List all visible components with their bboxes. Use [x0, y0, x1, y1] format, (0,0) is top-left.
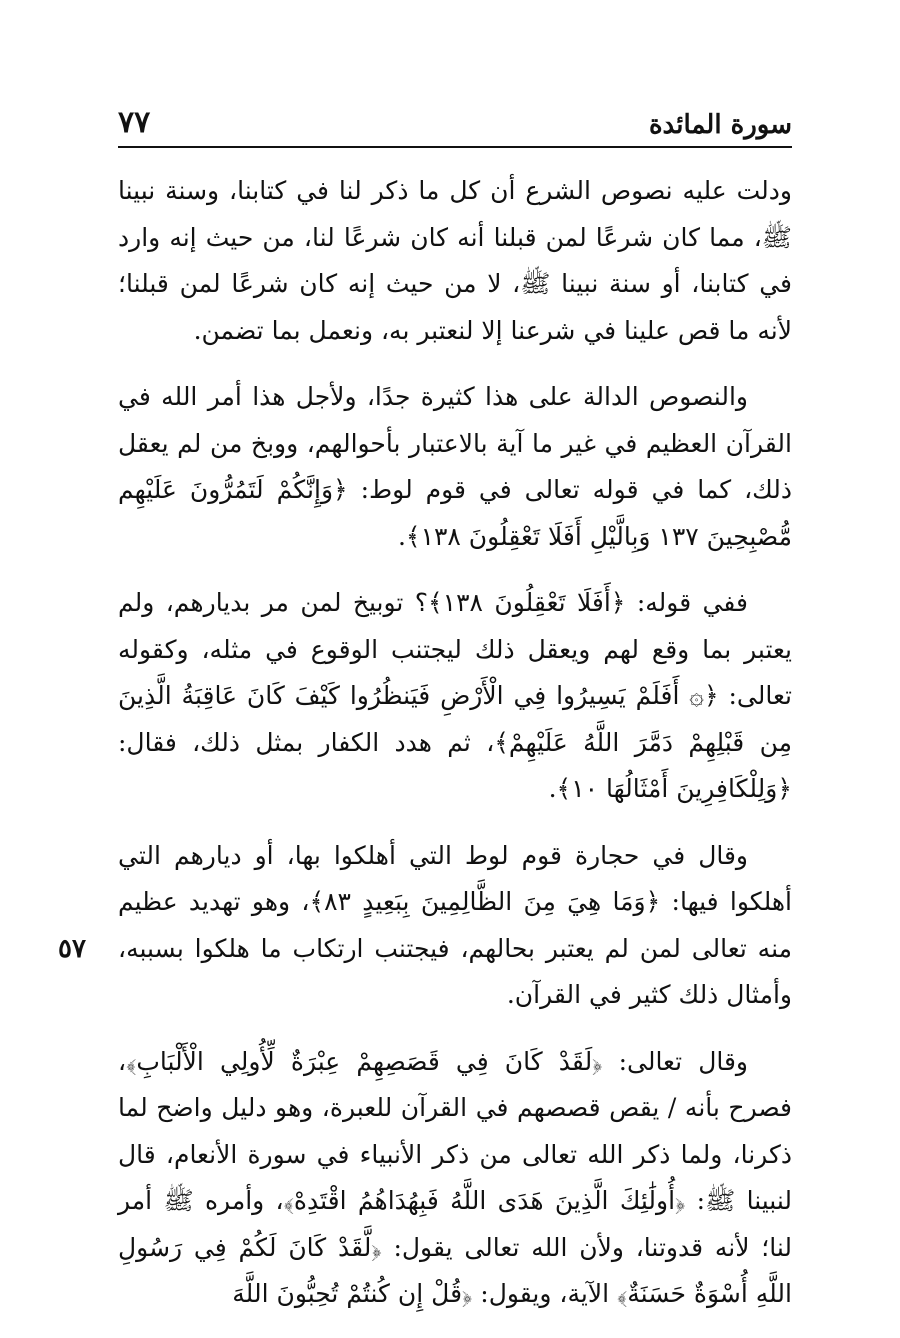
margin-page-reference: ٥٧	[58, 934, 86, 964]
paragraph-2: والنصوص الدالة على هذا كثيرة جدًا، ولأجل هذا أمر الله في القرآن العظيم في غير ما آية بالاعتبار بأحوالهم، ووبخ من لم يعقل ذلك، كما في قوله تعالى في قوم لوط: ﴿وَإِنَّكُمْ لَتَمُرُّونَ عَلَيْهِم مُّصْبِحِينَ ١٣٧ وَبِالَّيْلِ أَفَلَا تَعْقِلُونَ ١٣٨﴾.	[118, 382, 792, 551]
paragraph-5: وقال تعالى: ﴿لَقَدْ كَانَ فِي قَصَصِهِمْ عِبْرَةٌ لِّأُولِي الْأَلْبَابِ﴾، فصرح بأنه / يقص قصصهم في القرآن للعبرة، وهو دليل واضح لما ذكرنا، ولما ذكر الله تعالى من ذكر الأنبياء في سورة الأنعام، قال لنبينا ﷺ: ﴿أُولَٰئِكَ الَّذِينَ هَدَى اللَّهُ فَبِهُدَاهُمُ اقْتَدِهْ﴾، وأمره ﷺ أمر لنا؛ لأنه قدوتنا، ولأن الله تعالى يقول: ﴿لَّقَدْ كَانَ لَكُمْ فِي رَسُولِ اللَّهِ أُسْوَةٌ حَسَنَةٌ﴾ الآية، ويقول: ﴿قُلْ إِن كُنتُمْ تُحِبُّونَ اللَّهَ	[118, 1046, 792, 1308]
paragraph-1: ودلت عليه نصوص الشرع أن كل ما ذكر لنا في كتابنا، وسنة نبينا ﷺ، مما كان شرعًا لمن قبلنا أنه كان شرعًا لنا، من حيث إنه وارد في كتابنا، أو سنة نبينا ﷺ، لا من حيث إنه كان شرعًا لمن قبلنا؛ لأنه ما قص علينا في شرعنا إلا لنعتبر به، ونعمل بما تضمن.	[118, 176, 792, 345]
page-header	[118, 100, 792, 148]
paragraph-4: وقال في حجارة قوم لوط التي أهلكوا بها، أو ديارهم التي أهلكوا فيها: ﴿وَمَا هِيَ مِنَ الظَّالِمِينَ بِبَعِيدٍ ٨٣﴾، وهو تهديد عظيم منه تعالى لمن لم يعتبر بحالهم، فيجتنب ارتكاب ما هلكوا بسببه، وأمثال ذلك كثير في القرآن.	[118, 840, 792, 1009]
body-text	[118, 168, 792, 1338]
surah-title: سورة المائدة	[648, 110, 792, 140]
paragraph-3: ففي قوله: ﴿أَفَلَا تَعْقِلُونَ ١٣٨﴾؟ توبيخ لمن مر بديارهم، ولم يعتبر بما وقع لهم ويعقل ذلك ليجتنب الوقوع في مثله، وكقوله تعالى: ﴿۞ أَفَلَمْ يَسِيرُوا فِي الْأَرْضِ فَيَنظُرُوا كَيْفَ كَانَ عَاقِبَةُ الَّذِينَ مِن قَبْلِهِمْ دَمَّرَ اللَّهُ عَلَيْهِمْ﴾، ثم هدد الكفار بمثل ذلك، فقال: ﴿وَلِلْكَافِرِينَ أَمْثَالُهَا ١٠﴾.	[118, 588, 792, 803]
page-number: ٧٧	[118, 105, 151, 140]
